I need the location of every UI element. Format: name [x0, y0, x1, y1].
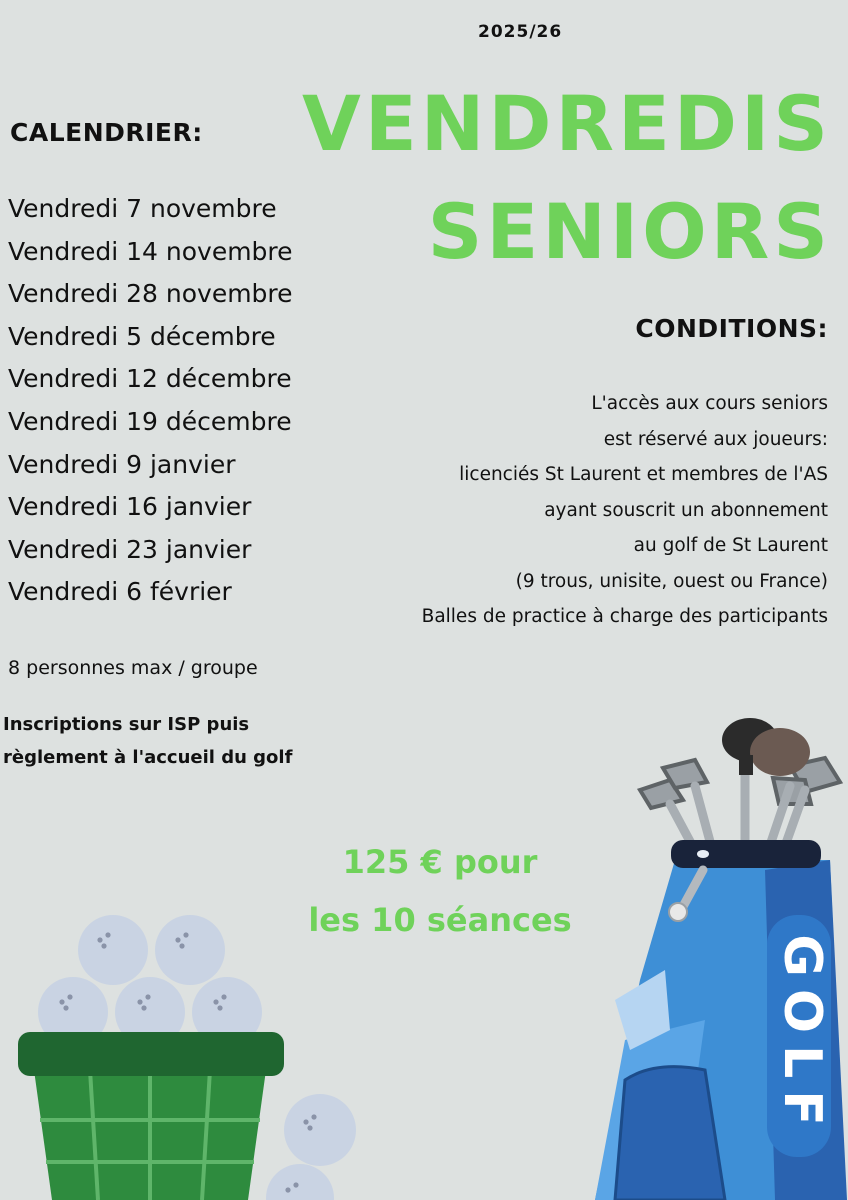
calendar-heading: CALENDRIER: [10, 118, 203, 147]
registration-line-1: Inscriptions sur ISP puis [3, 714, 250, 735]
calendar-date: Vendredi 5 décembre [8, 321, 276, 351]
price-line-2: les 10 séances [308, 901, 572, 939]
conditions-heading: CONDITIONS: [635, 314, 828, 343]
condition-line: (9 trous, unisite, ouest ou France) [515, 570, 828, 592]
bag-label: GOLF [772, 934, 832, 1138]
registration-note [3, 708, 292, 774]
calendar-date: Vendredi 16 janvier [8, 492, 252, 522]
conditions-list [422, 386, 828, 635]
calendar-date: Vendredi 28 novembre [8, 279, 293, 309]
condition-line: L'accès aux cours seniors [591, 393, 828, 414]
group-size-note: 8 personnes max / groupe [8, 657, 258, 679]
title-line-1: VENDREDIS [302, 79, 832, 168]
calendar-date: Vendredi 6 février [8, 577, 232, 607]
calendar-date: Vendredi 12 décembre [8, 364, 292, 394]
ball-bucket-illustration [0, 900, 370, 1200]
price-line-1: 125 € pour [342, 843, 538, 881]
title-line-2: SENIORS [427, 187, 832, 276]
page-title [292, 70, 832, 286]
condition-line: est réservé aux joueurs: [603, 428, 828, 450]
calendar-date: Vendredi 23 janvier [8, 534, 252, 564]
calendar-date: Vendredi 7 novembre [8, 194, 277, 223]
condition-line: Balles de practice à charge des participants [421, 606, 828, 627]
calendar-date: Vendredi 14 novembre [8, 236, 293, 266]
condition-line: licenciés St Laurent et membres de l'AS [459, 464, 828, 485]
ball-bucket-icon [0, 900, 370, 1200]
condition-line: au golf de St Laurent [633, 535, 828, 556]
condition-line: ayant souscrit un abonnement [544, 499, 828, 521]
calendar-date: Vendredi 19 décembre [8, 406, 292, 436]
calendar-date: Vendredi 9 janvier [8, 449, 236, 479]
golf-bag-illustration [585, 700, 848, 1200]
calendar-list [8, 188, 293, 614]
registration-line-2: règlement à l'accueil du golf [3, 747, 293, 768]
season-label: 2025/26 [478, 22, 563, 42]
golf-bag-icon [585, 700, 848, 1200]
